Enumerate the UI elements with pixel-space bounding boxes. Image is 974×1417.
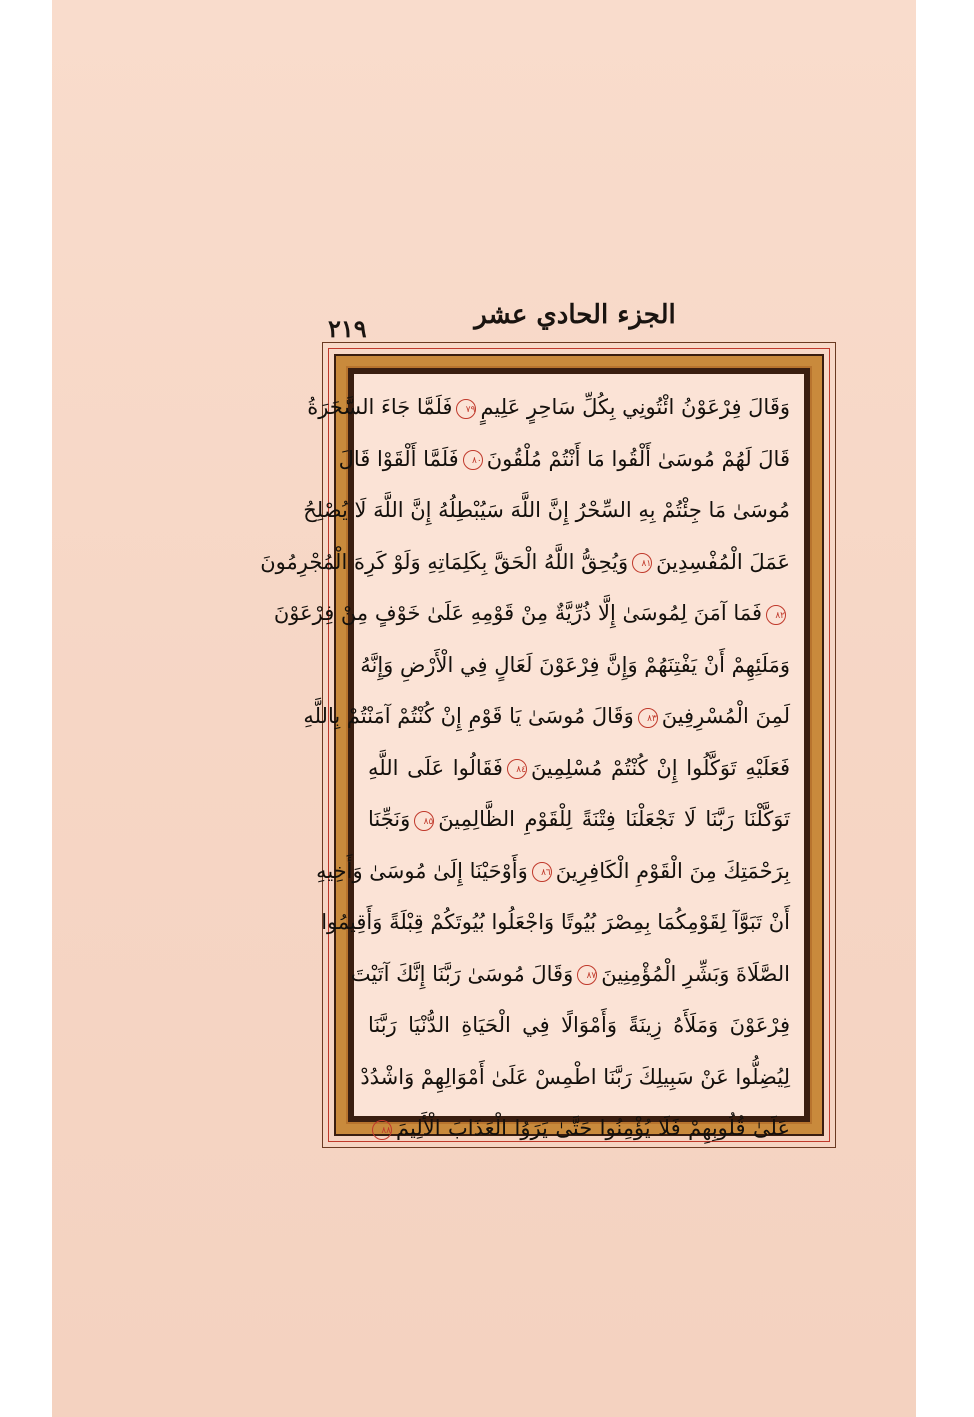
verse-line xyxy=(368,743,790,795)
verse-text: فَلَمَّا أَلْقَوْا قَالَ xyxy=(338,446,459,471)
verse-text: قَالَ لَهُمْ مُوسَىٰ أَلْقُوا مَا أَنْتُمْ مُلْقُونَ xyxy=(486,446,790,471)
verse-text: بِرَحْمَتِكَ مِنَ الْقَوْمِ الْكَافِرِينَ xyxy=(555,858,790,883)
juz-title: الجزء الحادي عشر xyxy=(474,300,676,330)
ayah-number-marker: ٧٩ xyxy=(456,399,476,419)
verse-text: فَعَلَيْهِ تَوَكَّلُوا إِنْ كُنْتُمْ مُسْلِمِينَ xyxy=(530,755,791,780)
verse-line xyxy=(368,1000,790,1052)
ayah-number-marker: ٨٣ xyxy=(638,708,658,728)
verse-text: لَمِنَ الْمُسْرِفِينَ xyxy=(661,704,790,728)
verse-line xyxy=(360,1052,790,1104)
verse-line xyxy=(273,588,790,640)
verse-line xyxy=(260,537,790,589)
verse-text: وَأَوْحَيْنَا إِلَىٰ مُوسَىٰ وَأَخِيهِ xyxy=(316,858,528,883)
verse-line xyxy=(316,846,790,898)
verse-text: تَوَكَّلْنَا رَبَّنَا لَا تَجْعَلْنَا فِتْنَةً لِلْقَوْمِ الظَّالِمِينَ xyxy=(438,807,790,831)
verse-text: وَنَجِّنَا xyxy=(368,807,411,831)
verse-text: لِيُضِلُّوا عَنْ سَبِيلِكَ رَبَّنَا اطْمِسْ عَلَىٰ أَمْوَالِهِمْ وَاشْدُدْ xyxy=(360,1064,790,1089)
verse-line xyxy=(338,434,790,486)
verse-text: فَقَالُوا عَلَى اللَّهِ xyxy=(368,755,503,780)
verse-line xyxy=(368,1103,790,1155)
ayah-number-marker: ٨٦ xyxy=(532,862,552,882)
verse-text: فَمَا آمَنَ لِمُوسَىٰ إِلَّا ذُرِّيَّةٌ مِنْ قَوْمِهِ عَلَىٰ خَوْفٍ مِنْ فِرْعَوْنَ xyxy=(273,601,762,625)
verse-text: وَقَالَ مُوسَىٰ يَا قَوْمِ إِنْ كُنْتُمْ آمَنْتُمْ بِاللَّهِ xyxy=(303,704,634,728)
verse-line xyxy=(303,485,790,537)
verse-line xyxy=(303,691,790,743)
verse-line xyxy=(350,949,790,1001)
verse-line xyxy=(321,897,790,949)
verse-text: مُوسَىٰ مَا جِئْتُمْ بِهِ السِّحْرُ إِنَّ اللَّهَ سَيُبْطِلُهُ إِنَّ اللَّهَ لَا يُصْلِحُ xyxy=(303,498,790,522)
ayah-number-marker: ٨٨ xyxy=(372,1120,392,1140)
verse-text-area xyxy=(260,374,804,1140)
verse-line xyxy=(307,382,790,434)
verse-text: وَمَلَئِهِمْ أَنْ يَفْتِنَهُمْ وَإِنَّ فِرْعَوْنَ لَعَالٍ فِي الْأَرْضِ وَإِنَّهُ xyxy=(360,652,790,677)
ayah-number-marker: ٨١ xyxy=(632,553,652,573)
verse-line xyxy=(360,640,790,692)
page-number: ٢١٩ xyxy=(328,314,367,343)
verse-text: فَلَمَّا جَاءَ السَّحَرَةُ xyxy=(307,395,453,419)
verse-text: الصَّلَاةَ وَبَشِّرِ الْمُؤْمِنِينَ xyxy=(601,961,790,986)
ayah-number-marker: ٨٠ xyxy=(463,450,483,470)
verse-line xyxy=(368,794,790,846)
verse-text: وَيُحِقُّ اللَّهُ الْحَقَّ بِكَلِمَاتِهِ وَلَوْ كَرِهَ الْمُجْرِمُونَ xyxy=(260,549,629,574)
ayah-number-marker: ٨٧ xyxy=(577,965,597,985)
ayah-number-marker: ٨٥ xyxy=(414,811,434,831)
ayah-number-marker: ٨٤ xyxy=(507,759,527,779)
verse-text: وَقَالَ فِرْعَوْنُ ائْتُونِي بِكُلِّ سَاحِرٍ عَلِيمٍ xyxy=(480,395,790,419)
verse-text: عَمَلَ الْمُفْسِدِينَ xyxy=(656,549,790,574)
page-margin xyxy=(916,0,974,1417)
ayah-number-marker: ٨٢ xyxy=(766,605,786,625)
verse-text: عَلَىٰ قُلُوبِهِمْ فَلَا يُؤْمِنُوا حَتَّىٰ يَرَوُا الْعَذَابَ الْأَلِيمَ xyxy=(396,1116,790,1140)
verse-text: فِرْعَوْنَ وَمَلَأَهُ زِينَةً وَأَمْوَالًا فِي الْحَيَاةِ الدُّنْيَا رَبَّنَا xyxy=(368,1013,790,1037)
verse-text: أَنْ تَبَوَّآ لِقَوْمِكُمَا بِمِصْرَ بُيُوتًا وَاجْعَلُوا بُيُوتَكُمْ قِبْلَةً وَأَقِيمُوا xyxy=(321,910,790,934)
verse-text: وَقَالَ مُوسَىٰ رَبَّنَا إِنَّكَ آتَيْتَ xyxy=(350,961,574,986)
